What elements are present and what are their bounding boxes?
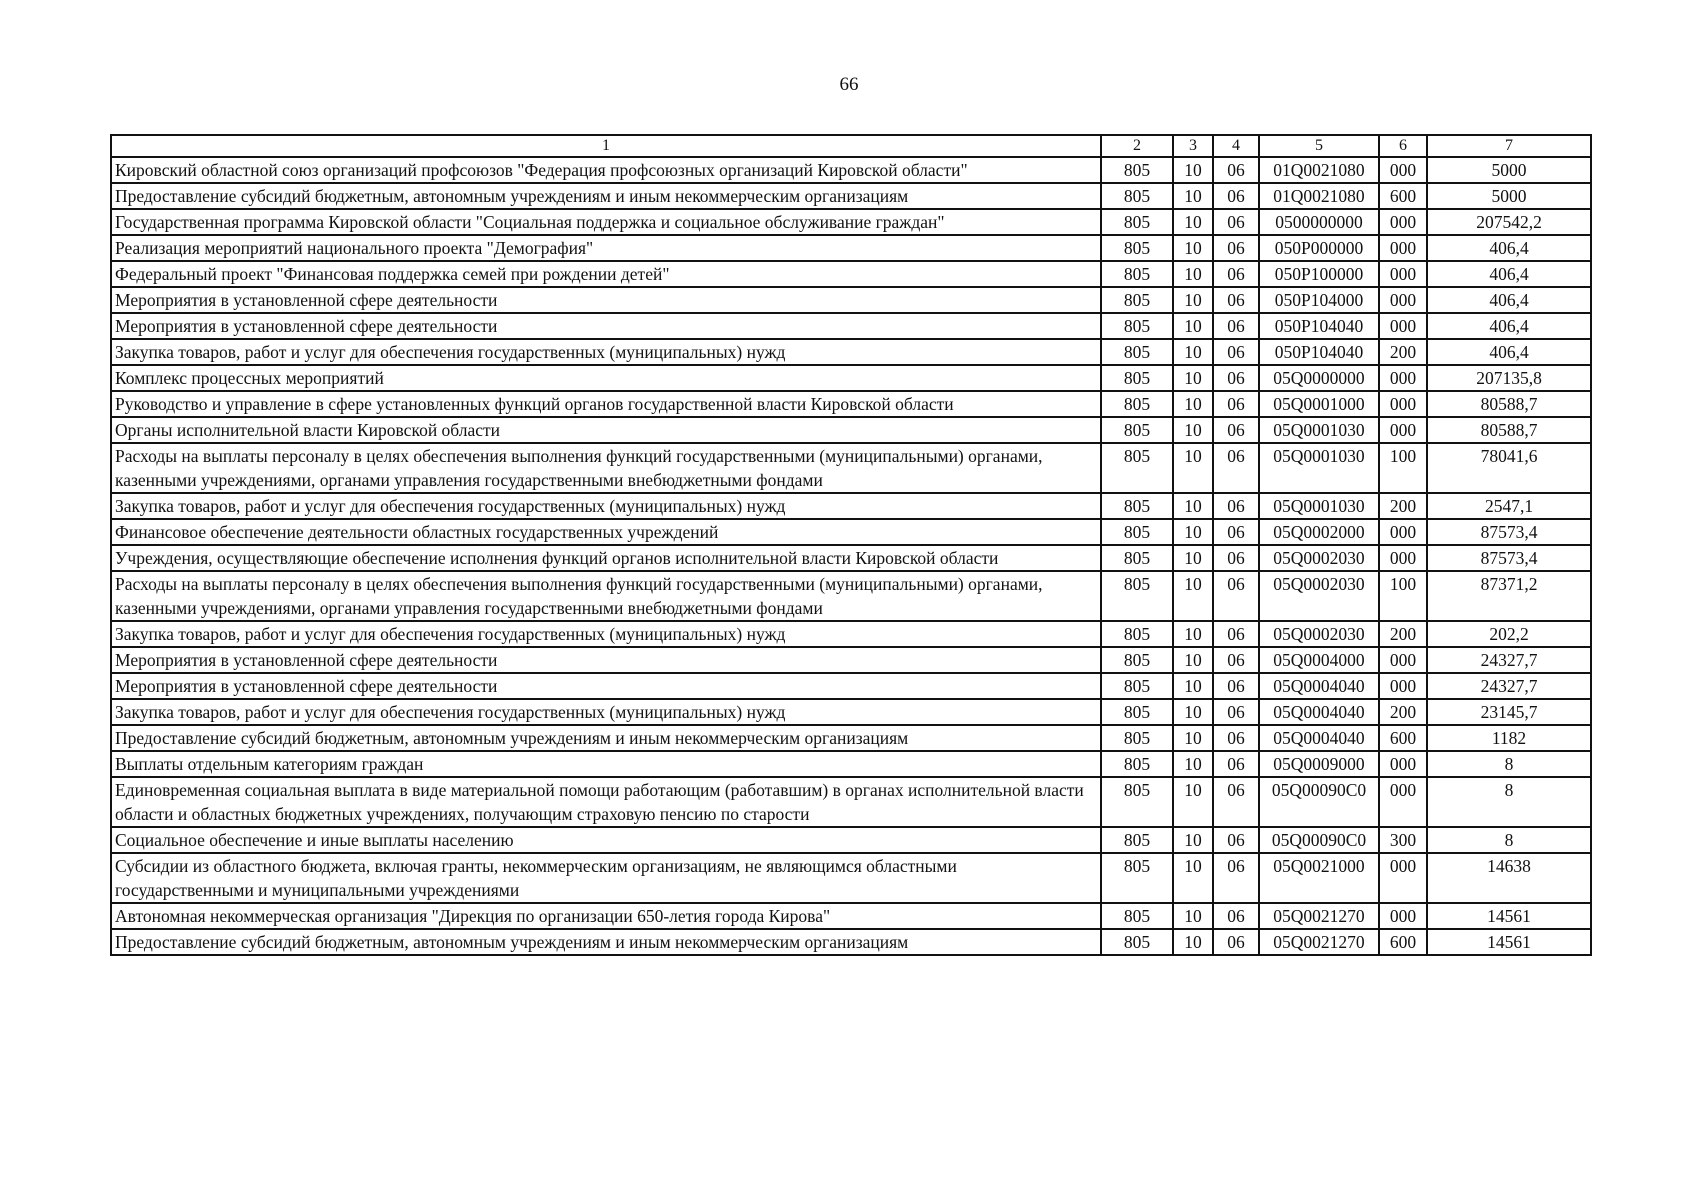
- table-row: [111, 827, 1591, 853]
- item-name-cell: Закупка товаров, работ и услуг для обеспечения государственных (муниципальных) нужд: [111, 339, 1101, 365]
- subsection-code-cell: 06: [1213, 621, 1259, 647]
- table-row: [111, 157, 1591, 183]
- ministry-code-cell: 805: [1101, 725, 1173, 751]
- ministry-code-cell: 805: [1101, 261, 1173, 287]
- amount-cell: 207542,2: [1427, 209, 1591, 235]
- target-article-code-cell: 01Q0021080: [1259, 183, 1379, 209]
- target-article-code-cell: 05Q0021270: [1259, 929, 1379, 955]
- item-name-cell: Расходы на выплаты персоналу в целях обеспечения выполнения функций государственными (муниципальными) органами, казенными учреждениями, органами управления государственными внебюджетными фондами: [111, 443, 1101, 493]
- target-article-code-cell: 05Q0000000: [1259, 365, 1379, 391]
- table-row: [111, 443, 1591, 493]
- target-article-code-cell: 05Q0001000: [1259, 391, 1379, 417]
- subsection-code-cell: 06: [1213, 777, 1259, 827]
- target-article-code-cell: 05Q0001030: [1259, 493, 1379, 519]
- target-article-code-cell: 01Q0021080: [1259, 157, 1379, 183]
- section-code-cell: 10: [1173, 621, 1213, 647]
- amount-cell: 2547,1: [1427, 493, 1591, 519]
- section-code-cell: 10: [1173, 519, 1213, 545]
- table-row: [111, 313, 1591, 339]
- ministry-code-cell: 805: [1101, 699, 1173, 725]
- target-article-code-cell: 0500000000: [1259, 209, 1379, 235]
- item-name-cell: Закупка товаров, работ и услуг для обеспечения государственных (муниципальных) нужд: [111, 493, 1101, 519]
- section-code-cell: 10: [1173, 209, 1213, 235]
- target-article-code-cell: 05Q0004000: [1259, 647, 1379, 673]
- ministry-code-cell: 805: [1101, 929, 1173, 955]
- subsection-code-cell: 06: [1213, 725, 1259, 751]
- ministry-code-cell: 805: [1101, 777, 1173, 827]
- subsection-code-cell: 06: [1213, 209, 1259, 235]
- expense-type-code-cell: 100: [1379, 571, 1427, 621]
- expense-type-code-cell: 000: [1379, 391, 1427, 417]
- subsection-code-cell: 06: [1213, 827, 1259, 853]
- item-name-cell: Мероприятия в установленной сфере деятельности: [111, 313, 1101, 339]
- section-code-cell: 10: [1173, 725, 1213, 751]
- table-row: [111, 493, 1591, 519]
- expense-type-code-cell: 200: [1379, 493, 1427, 519]
- ministry-code-cell: 805: [1101, 287, 1173, 313]
- item-name-cell: Предоставление субсидий бюджетным, автономным учреждениям и иным некоммерческим организациям: [111, 725, 1101, 751]
- ministry-code-cell: 805: [1101, 313, 1173, 339]
- section-code-cell: 10: [1173, 673, 1213, 699]
- target-article-code-cell: 05Q0004040: [1259, 673, 1379, 699]
- section-code-cell: 10: [1173, 647, 1213, 673]
- header-row: [111, 135, 1591, 157]
- expense-type-code-cell: 000: [1379, 365, 1427, 391]
- column-header: 1: [111, 135, 1101, 157]
- table-row: [111, 777, 1591, 827]
- item-name-cell: Субсидии из областного бюджета, включая гранты, некоммерческим организациям, не являющимся областными государственными и муниципальными учреждениями: [111, 853, 1101, 903]
- item-name-cell: Мероприятия в установленной сфере деятельности: [111, 673, 1101, 699]
- table-row: [111, 183, 1591, 209]
- expense-type-code-cell: 000: [1379, 417, 1427, 443]
- item-name-cell: Органы исполнительной власти Кировской области: [111, 417, 1101, 443]
- item-name-cell: Закупка товаров, работ и услуг для обеспечения государственных (муниципальных) нужд: [111, 699, 1101, 725]
- expense-type-code-cell: 200: [1379, 699, 1427, 725]
- target-article-code-cell: 05Q0009000: [1259, 751, 1379, 777]
- subsection-code-cell: 06: [1213, 853, 1259, 903]
- expense-type-code-cell: 000: [1379, 647, 1427, 673]
- section-code-cell: 10: [1173, 493, 1213, 519]
- subsection-code-cell: 06: [1213, 929, 1259, 955]
- table-row: [111, 235, 1591, 261]
- ministry-code-cell: 805: [1101, 545, 1173, 571]
- item-name-cell: Мероприятия в установленной сфере деятельности: [111, 647, 1101, 673]
- item-name-cell: Предоставление субсидий бюджетным, автономным учреждениям и иным некоммерческим организациям: [111, 183, 1101, 209]
- amount-cell: 406,4: [1427, 339, 1591, 365]
- amount-cell: 80588,7: [1427, 391, 1591, 417]
- expense-type-code-cell: 000: [1379, 545, 1427, 571]
- expense-type-code-cell: 000: [1379, 853, 1427, 903]
- ministry-code-cell: 805: [1101, 417, 1173, 443]
- amount-cell: 207135,8: [1427, 365, 1591, 391]
- ministry-code-cell: 805: [1101, 853, 1173, 903]
- target-article-code-cell: 05Q00090C0: [1259, 827, 1379, 853]
- section-code-cell: 10: [1173, 443, 1213, 493]
- target-article-code-cell: 05Q0001030: [1259, 417, 1379, 443]
- subsection-code-cell: 06: [1213, 519, 1259, 545]
- amount-cell: 14638: [1427, 853, 1591, 903]
- table-row: [111, 699, 1591, 725]
- ministry-code-cell: 805: [1101, 391, 1173, 417]
- expense-type-code-cell: 200: [1379, 339, 1427, 365]
- expense-type-code-cell: 000: [1379, 287, 1427, 313]
- expense-type-code-cell: 300: [1379, 827, 1427, 853]
- amount-cell: 5000: [1427, 183, 1591, 209]
- amount-cell: 80588,7: [1427, 417, 1591, 443]
- item-name-cell: Финансовое обеспечение деятельности областных государственных учреждений: [111, 519, 1101, 545]
- table-row: [111, 519, 1591, 545]
- amount-cell: 8: [1427, 827, 1591, 853]
- expense-type-code-cell: 000: [1379, 313, 1427, 339]
- subsection-code-cell: 06: [1213, 235, 1259, 261]
- subsection-code-cell: 06: [1213, 365, 1259, 391]
- expense-type-code-cell: 000: [1379, 519, 1427, 545]
- table-body: [111, 157, 1591, 955]
- expense-type-code-cell: 000: [1379, 673, 1427, 699]
- expense-type-code-cell: 000: [1379, 209, 1427, 235]
- section-code-cell: 10: [1173, 853, 1213, 903]
- column-header: 7: [1427, 135, 1591, 157]
- section-code-cell: 10: [1173, 827, 1213, 853]
- amount-cell: 24327,7: [1427, 673, 1591, 699]
- section-code-cell: 10: [1173, 929, 1213, 955]
- ministry-code-cell: 805: [1101, 519, 1173, 545]
- subsection-code-cell: 06: [1213, 493, 1259, 519]
- amount-cell: 24327,7: [1427, 647, 1591, 673]
- item-name-cell: Кировский областной союз организаций профсоюзов "Федерация профсоюзных организаций Кировской области": [111, 157, 1101, 183]
- expense-type-code-cell: 000: [1379, 751, 1427, 777]
- section-code-cell: 10: [1173, 235, 1213, 261]
- target-article-code-cell: 05Q0002030: [1259, 545, 1379, 571]
- item-name-cell: Единовременная социальная выплата в виде материальной помощи работающим (работавшим) в органах исполнительной власти области и областных бюджетных учреждениях, получающим страховую пенсию по старости: [111, 777, 1101, 827]
- expense-type-code-cell: 000: [1379, 157, 1427, 183]
- subsection-code-cell: 06: [1213, 417, 1259, 443]
- table-row: [111, 621, 1591, 647]
- column-header: 4: [1213, 135, 1259, 157]
- item-name-cell: Социальное обеспечение и иные выплаты населению: [111, 827, 1101, 853]
- ministry-code-cell: 805: [1101, 751, 1173, 777]
- table-row: [111, 647, 1591, 673]
- item-name-cell: Комплекс процессных мероприятий: [111, 365, 1101, 391]
- amount-cell: 23145,7: [1427, 699, 1591, 725]
- subsection-code-cell: 06: [1213, 545, 1259, 571]
- subsection-code-cell: 06: [1213, 751, 1259, 777]
- ministry-code-cell: 805: [1101, 365, 1173, 391]
- ministry-code-cell: 805: [1101, 621, 1173, 647]
- amount-cell: 202,2: [1427, 621, 1591, 647]
- subsection-code-cell: 06: [1213, 647, 1259, 673]
- subsection-code-cell: 06: [1213, 699, 1259, 725]
- subsection-code-cell: 06: [1213, 287, 1259, 313]
- target-article-code-cell: 05Q0004040: [1259, 725, 1379, 751]
- item-name-cell: Федеральный проект "Финансовая поддержка семей при рождении детей": [111, 261, 1101, 287]
- expense-type-code-cell: 100: [1379, 443, 1427, 493]
- amount-cell: 406,4: [1427, 313, 1591, 339]
- amount-cell: 406,4: [1427, 235, 1591, 261]
- ministry-code-cell: 805: [1101, 183, 1173, 209]
- ministry-code-cell: 805: [1101, 827, 1173, 853]
- amount-cell: 14561: [1427, 903, 1591, 929]
- ministry-code-cell: 805: [1101, 443, 1173, 493]
- section-code-cell: 10: [1173, 751, 1213, 777]
- expense-type-code-cell: 000: [1379, 777, 1427, 827]
- target-article-code-cell: 05Q00090C0: [1259, 777, 1379, 827]
- section-code-cell: 10: [1173, 571, 1213, 621]
- item-name-cell: Учреждения, осуществляющие обеспечение исполнения функций органов исполнительной власти Кировской области: [111, 545, 1101, 571]
- section-code-cell: 10: [1173, 699, 1213, 725]
- section-code-cell: 10: [1173, 157, 1213, 183]
- section-code-cell: 10: [1173, 365, 1213, 391]
- amount-cell: 87573,4: [1427, 519, 1591, 545]
- item-name-cell: Автономная некоммерческая организация "Дирекция по организации 650-летия города Кирова": [111, 903, 1101, 929]
- column-header: 3: [1173, 135, 1213, 157]
- amount-cell: 87371,2: [1427, 571, 1591, 621]
- target-article-code-cell: 050P100000: [1259, 261, 1379, 287]
- subsection-code-cell: 06: [1213, 183, 1259, 209]
- item-name-cell: Расходы на выплаты персоналу в целях обеспечения выполнения функций государственными (муниципальными) органами, казенными учреждениями, органами управления государственными внебюджетными фондами: [111, 571, 1101, 621]
- amount-cell: 406,4: [1427, 287, 1591, 313]
- target-article-code-cell: 050P104000: [1259, 287, 1379, 313]
- item-name-cell: Закупка товаров, работ и услуг для обеспечения государственных (муниципальных) нужд: [111, 621, 1101, 647]
- item-name-cell: Выплаты отдельным категориям граждан: [111, 751, 1101, 777]
- expense-type-code-cell: 600: [1379, 929, 1427, 955]
- amount-cell: 1182: [1427, 725, 1591, 751]
- column-header: 2: [1101, 135, 1173, 157]
- section-code-cell: 10: [1173, 903, 1213, 929]
- target-article-code-cell: 05Q0004040: [1259, 699, 1379, 725]
- table-row: [111, 261, 1591, 287]
- section-code-cell: 10: [1173, 183, 1213, 209]
- table-row: [111, 853, 1591, 903]
- amount-cell: 14561: [1427, 929, 1591, 955]
- expense-type-code-cell: 600: [1379, 725, 1427, 751]
- amount-cell: 87573,4: [1427, 545, 1591, 571]
- ministry-code-cell: 805: [1101, 493, 1173, 519]
- subsection-code-cell: 06: [1213, 903, 1259, 929]
- amount-cell: 8: [1427, 777, 1591, 827]
- table-row: [111, 391, 1591, 417]
- target-article-code-cell: 05Q0002000: [1259, 519, 1379, 545]
- section-code-cell: 10: [1173, 391, 1213, 417]
- target-article-code-cell: 05Q0002030: [1259, 621, 1379, 647]
- item-name-cell: Предоставление субсидий бюджетным, автономным учреждениям и иным некоммерческим организациям: [111, 929, 1101, 955]
- section-code-cell: 10: [1173, 313, 1213, 339]
- column-header: 5: [1259, 135, 1379, 157]
- ministry-code-cell: 805: [1101, 209, 1173, 235]
- page-number: 66: [839, 74, 859, 95]
- amount-cell: 8: [1427, 751, 1591, 777]
- table-row: [111, 929, 1591, 955]
- table-header: [111, 135, 1591, 157]
- table-row: [111, 903, 1591, 929]
- item-name-cell: Реализация мероприятий национального проекта "Демография": [111, 235, 1101, 261]
- subsection-code-cell: 06: [1213, 339, 1259, 365]
- expense-type-code-cell: 000: [1379, 235, 1427, 261]
- ministry-code-cell: 805: [1101, 647, 1173, 673]
- target-article-code-cell: 05Q0002030: [1259, 571, 1379, 621]
- subsection-code-cell: 06: [1213, 313, 1259, 339]
- item-name-cell: Руководство и управление в сфере установленных функций органов государственной власти Кировской области: [111, 391, 1101, 417]
- item-name-cell: Государственная программа Кировской области "Социальная поддержка и социальное обслуживание граждан": [111, 209, 1101, 235]
- subsection-code-cell: 06: [1213, 391, 1259, 417]
- ministry-code-cell: 805: [1101, 339, 1173, 365]
- table-row: [111, 673, 1591, 699]
- section-code-cell: 10: [1173, 777, 1213, 827]
- subsection-code-cell: 06: [1213, 443, 1259, 493]
- table-row: [111, 209, 1591, 235]
- table-row: [111, 417, 1591, 443]
- target-article-code-cell: 050P104040: [1259, 313, 1379, 339]
- expense-type-code-cell: 000: [1379, 903, 1427, 929]
- amount-cell: 406,4: [1427, 261, 1591, 287]
- table-row: [111, 751, 1591, 777]
- table-row: [111, 339, 1591, 365]
- subsection-code-cell: 06: [1213, 261, 1259, 287]
- subsection-code-cell: 06: [1213, 571, 1259, 621]
- expense-type-code-cell: 200: [1379, 621, 1427, 647]
- ministry-code-cell: 805: [1101, 571, 1173, 621]
- ministry-code-cell: 805: [1101, 235, 1173, 261]
- target-article-code-cell: 050P000000: [1259, 235, 1379, 261]
- expense-type-code-cell: 600: [1379, 183, 1427, 209]
- item-name-cell: Мероприятия в установленной сфере деятельности: [111, 287, 1101, 313]
- table-row: [111, 365, 1591, 391]
- subsection-code-cell: 06: [1213, 673, 1259, 699]
- expense-type-code-cell: 000: [1379, 261, 1427, 287]
- target-article-code-cell: 05Q0021000: [1259, 853, 1379, 903]
- ministry-code-cell: 805: [1101, 157, 1173, 183]
- section-code-cell: 10: [1173, 417, 1213, 443]
- table-row: [111, 287, 1591, 313]
- ministry-code-cell: 805: [1101, 673, 1173, 699]
- amount-cell: 5000: [1427, 157, 1591, 183]
- target-article-code-cell: 05Q0021270: [1259, 903, 1379, 929]
- section-code-cell: 10: [1173, 545, 1213, 571]
- amount-cell: 78041,6: [1427, 443, 1591, 493]
- subsection-code-cell: 06: [1213, 157, 1259, 183]
- column-header: 6: [1379, 135, 1427, 157]
- table-row: [111, 571, 1591, 621]
- section-code-cell: 10: [1173, 287, 1213, 313]
- budget-table: [110, 134, 1592, 956]
- target-article-code-cell: 050P104040: [1259, 339, 1379, 365]
- table-row: [111, 725, 1591, 751]
- table-row: [111, 545, 1591, 571]
- ministry-code-cell: 805: [1101, 903, 1173, 929]
- target-article-code-cell: 05Q0001030: [1259, 443, 1379, 493]
- section-code-cell: 10: [1173, 339, 1213, 365]
- section-code-cell: 10: [1173, 261, 1213, 287]
